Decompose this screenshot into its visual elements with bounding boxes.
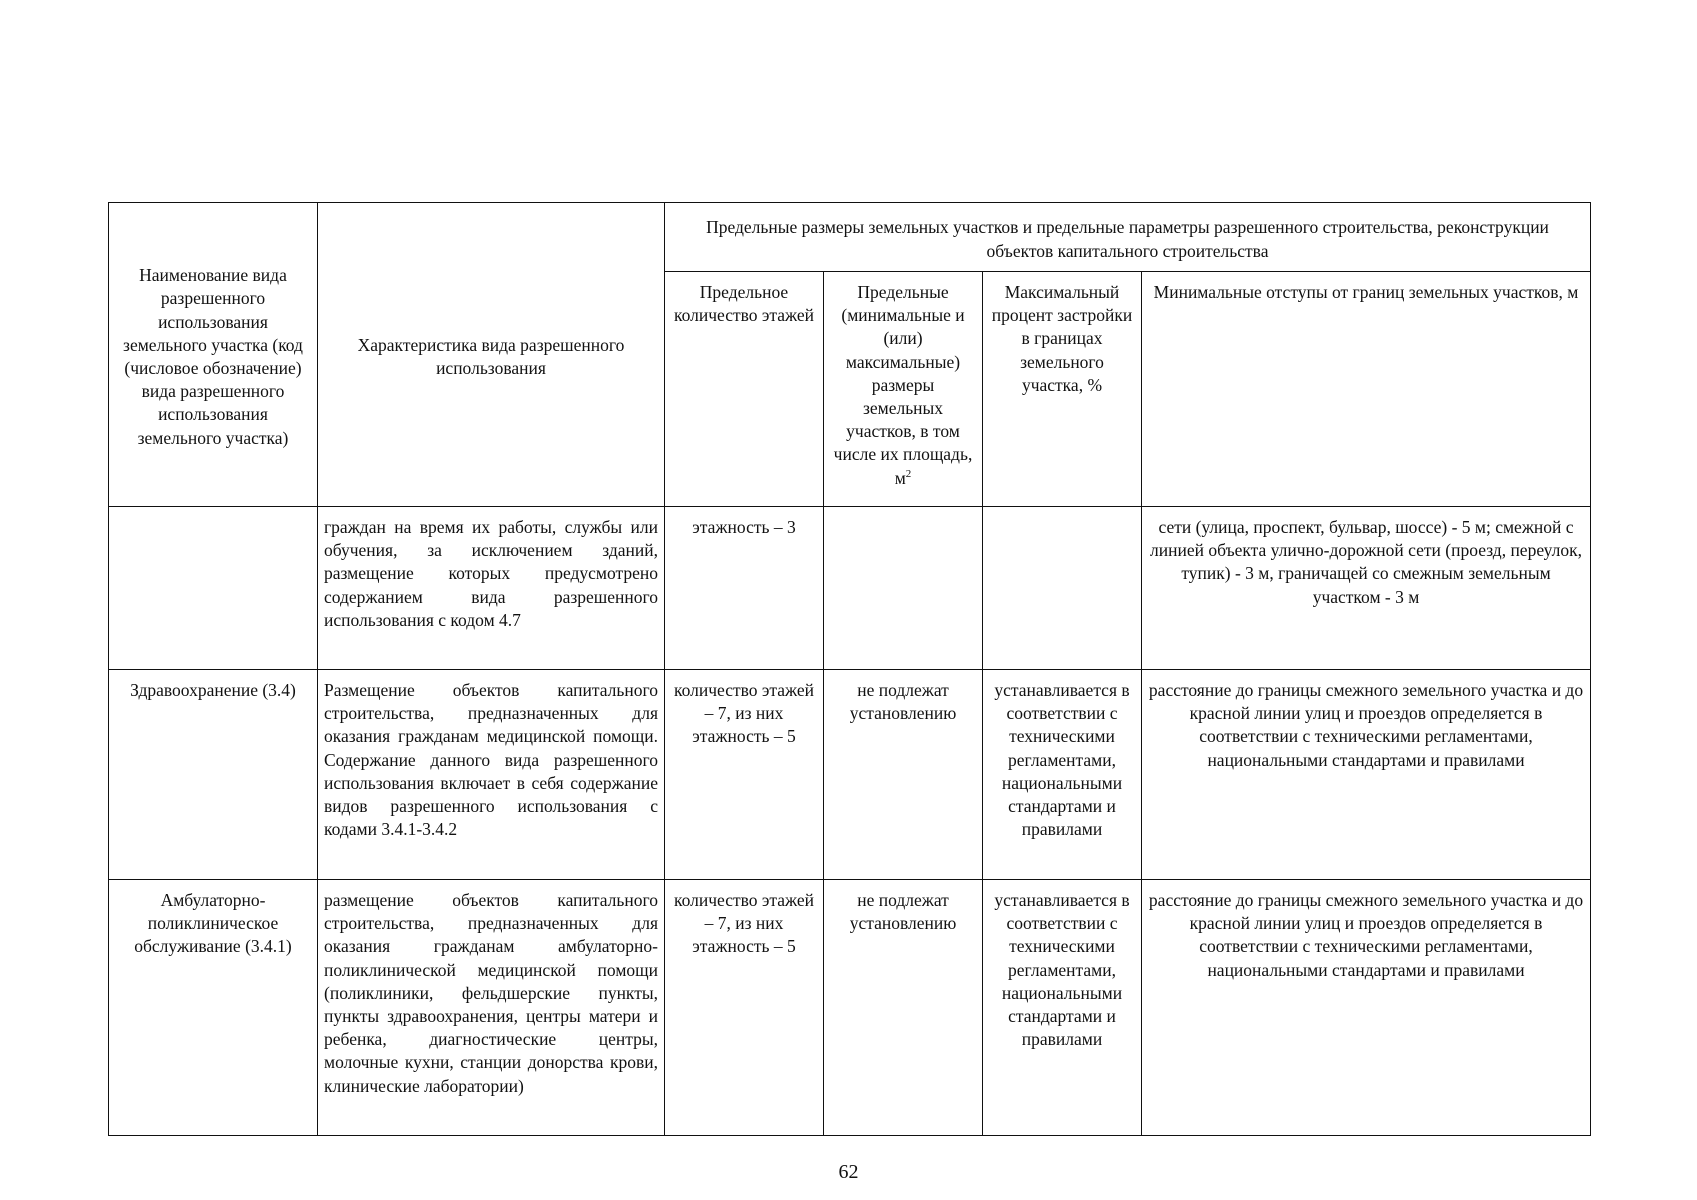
header-plot-size-text: Предельные (минимальные и (или) максимальные) размеры земельных участков, в том числе их площадь, м xyxy=(833,282,973,488)
cell-floors: количество этажей – 7, из них этажность – 5 xyxy=(665,880,824,1136)
header-plot-size xyxy=(824,272,983,507)
page-number: 62 xyxy=(838,1161,859,1183)
header-use-type-name: Наименование вида разрешенного использования земельного участка (код (числовое обозначение) вида разрешенного использования земельного участка) xyxy=(109,203,318,507)
cell-plot-size xyxy=(824,507,983,670)
cell-coverage: устанавливается в соответствии с техническими регламентами, национальными стандартами и правилами xyxy=(983,670,1142,880)
header-limit-parameters-group: Предельные размеры земельных участков и предельные параметры разрешенного строительства, реконструкции объектов капитального строительства xyxy=(665,203,1591,272)
cell-characteristic: Размещение объектов капитального строительства, предназначенных для оказания гражданам медицинской помощи. Содержание данного вида разрешенного использования включает в себя содержание видов разрешенного использования с кодами 3.4.1-3.4.2 xyxy=(318,670,665,880)
header-setbacks: Минимальные отступы от границ земельных участков, м xyxy=(1142,272,1591,507)
cell-plot-size: не подлежат установлению xyxy=(824,670,983,880)
header-use-characteristic: Характеристика вида разрешенного использования xyxy=(318,203,665,507)
cell-coverage: устанавливается в соответствии с техническими регламентами, национальными стандартами и правилами xyxy=(983,880,1142,1136)
cell-plot-size: не подлежат установлению xyxy=(824,880,983,1136)
cell-setbacks: расстояние до границы смежного земельного участка и до красной линии улиц и проездов определяется в соответствии с техническими регламентами, национальными стандартами и правилами xyxy=(1142,880,1591,1136)
header-coverage: Максимальный процент застройки в границах земельного участка, % xyxy=(983,272,1142,507)
table-row xyxy=(109,507,1591,670)
cell-characteristic: размещение объектов капитального строительства, предназначенных для оказания гражданам амбулаторно-поликлинической медицинской помощи (поликлиники, фельдшерские пункты, пункты здравоохранения, центры матери и ребенка, диагностические центры, молочные кухни, станции донорства крови, клинические лаборатории) xyxy=(318,880,665,1136)
table-row xyxy=(109,670,1591,880)
cell-characteristic: граждан на время их работы, службы или обучения, за исключением зданий, размещение которых предусмотрено содержанием вида разрешенного использования с кодом 4.7 xyxy=(318,507,665,670)
cell-use-name xyxy=(109,507,318,670)
header-floors: Предельное количество этажей xyxy=(665,272,824,507)
cell-setbacks: сети (улица, проспект, бульвар, шоссе) - 5 м; смежной с линией объекта улично-дорожной сети (проезд, переулок, тупик) - 3 м, граничащей со смежным земельным участком - 3 м xyxy=(1142,507,1591,670)
table-row xyxy=(109,880,1591,1136)
header-plot-size-superscript: 2 xyxy=(905,467,912,480)
table-header-row-1 xyxy=(109,203,1591,272)
cell-floors: количество этажей – 7, из них этажность – 5 xyxy=(665,670,824,880)
cell-use-name: Здравоохранение (3.4) xyxy=(109,670,318,880)
cell-use-name: Амбулаторно-поликлиническое обслуживание (3.4.1) xyxy=(109,880,318,1136)
cell-floors: этажность – 3 xyxy=(665,507,824,670)
land-use-regulations-table xyxy=(108,202,1591,1136)
cell-setbacks: расстояние до границы смежного земельного участка и до красной линии улиц и проездов определяется в соответствии с техническими регламентами, национальными стандартами и правилами xyxy=(1142,670,1591,880)
cell-coverage xyxy=(983,507,1142,670)
